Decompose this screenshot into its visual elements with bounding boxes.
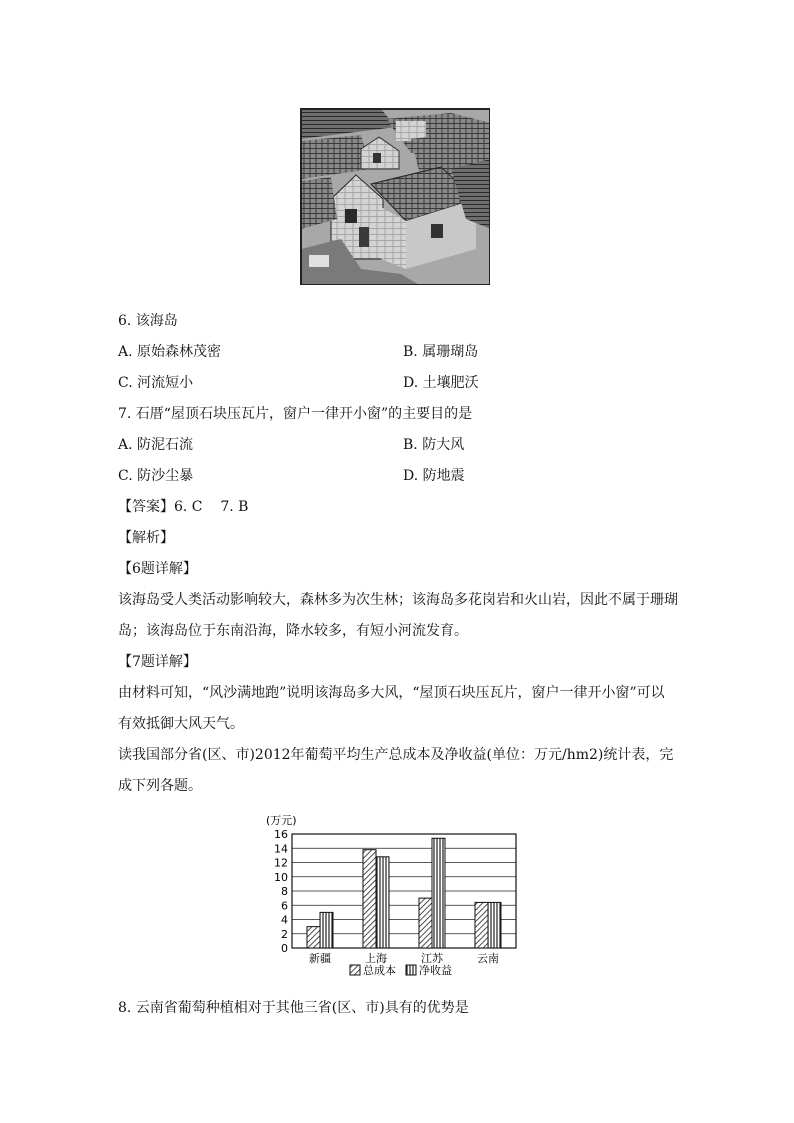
- chart-y-tick-label: 8: [281, 885, 288, 898]
- chart-x-ticks: [309, 951, 499, 965]
- chart-bar: [376, 857, 389, 948]
- stone-houses-photo: [300, 108, 490, 285]
- q6-detail-heading: 【6题详解】: [118, 561, 197, 577]
- q7-option-d[interactable]: D. 防地震: [403, 468, 465, 484]
- q6-option-b[interactable]: B. 属珊瑚岛: [403, 344, 479, 360]
- q6-detail-text: 该海岛受人类活动影响较大，森林多为次生林；该海岛多花岗岩和火山岩，因此不属于珊瑚岛；该海岛位于东南沿海，降水较多，有短小河流发育。: [118, 592, 678, 639]
- chart-x-tick-label: 上海: [365, 952, 387, 965]
- chart-y-ticks: [274, 828, 288, 955]
- answer-line: 【答案】6. C 7. B: [118, 499, 249, 515]
- q7-option-a[interactable]: A. 防泥石流: [118, 437, 194, 453]
- q7-detail-text: 由材料可知，“风沙满地跑”说明该海岛多大风，“屋顶石块压瓦片，窗户一律开小窗”可以有效抵御大风天气。: [118, 685, 665, 732]
- chart-legend-swatch: [406, 965, 416, 975]
- chart-y-tick-label: 4: [281, 913, 288, 927]
- q7-stem: 7. 石厝“屋顶石块压瓦片，窗户一律开小窗”的主要目的是: [118, 406, 473, 422]
- chart-y-tick-label: 0: [281, 942, 288, 955]
- chart-bar: [307, 927, 320, 948]
- q6-option-d[interactable]: D. 土壤肥沃: [403, 375, 479, 391]
- q8-stem: 8. 云南省葡萄种植相对于其他三省(区、市)具有的优势是: [118, 1000, 469, 1016]
- grape-cost-profit-chart: [262, 812, 524, 987]
- chart-legend-label: 总成本: [363, 964, 396, 977]
- chart-legend-label: 净收益: [419, 964, 452, 977]
- chart-bar: [488, 902, 501, 948]
- chart-y-tick-label: 2: [281, 927, 288, 941]
- chart-bar: [432, 838, 445, 948]
- q7-detail-heading: 【7题详解】: [118, 654, 197, 670]
- chart-x-tick-label: 云南: [477, 952, 499, 965]
- chart-legend-swatch: [350, 965, 360, 975]
- q6-option-a[interactable]: A. 原始森林茂密: [118, 344, 222, 360]
- chart-x-tick-label: 新疆: [309, 952, 331, 965]
- chart-legend: [350, 963, 452, 977]
- chart-y-tick-label: 12: [274, 856, 288, 870]
- q6-option-c[interactable]: C. 河流短小: [118, 375, 194, 391]
- chart-y-tick-label: 14: [274, 842, 288, 856]
- chart-y-tick-label: 16: [274, 828, 288, 841]
- chart-y-axis-label: (万元): [266, 814, 297, 827]
- stone-houses-illustration: [301, 109, 490, 285]
- q6-stem: 6. 该海岛: [118, 313, 178, 329]
- chart-intro-text: 读我国部分省(区、市)2012年葡萄平均生产总成本及净收益(单位：万元/hm2)统计表，完成下列各题。: [118, 747, 674, 794]
- chart-bars: [307, 838, 501, 948]
- q7-option-c[interactable]: C. 防沙尘暴: [118, 468, 194, 484]
- analysis-heading: 【解析】: [118, 530, 174, 546]
- chart-bar: [363, 850, 376, 948]
- q7-option-b[interactable]: B. 防大风: [403, 437, 465, 453]
- chart-y-tick-label: 10: [274, 870, 288, 884]
- chart-bar: [419, 898, 432, 948]
- chart-y-tick-label: 6: [281, 899, 288, 913]
- chart-x-tick-label: 江苏: [421, 952, 443, 965]
- chart-bar: [320, 912, 333, 948]
- chart-bar: [475, 902, 488, 948]
